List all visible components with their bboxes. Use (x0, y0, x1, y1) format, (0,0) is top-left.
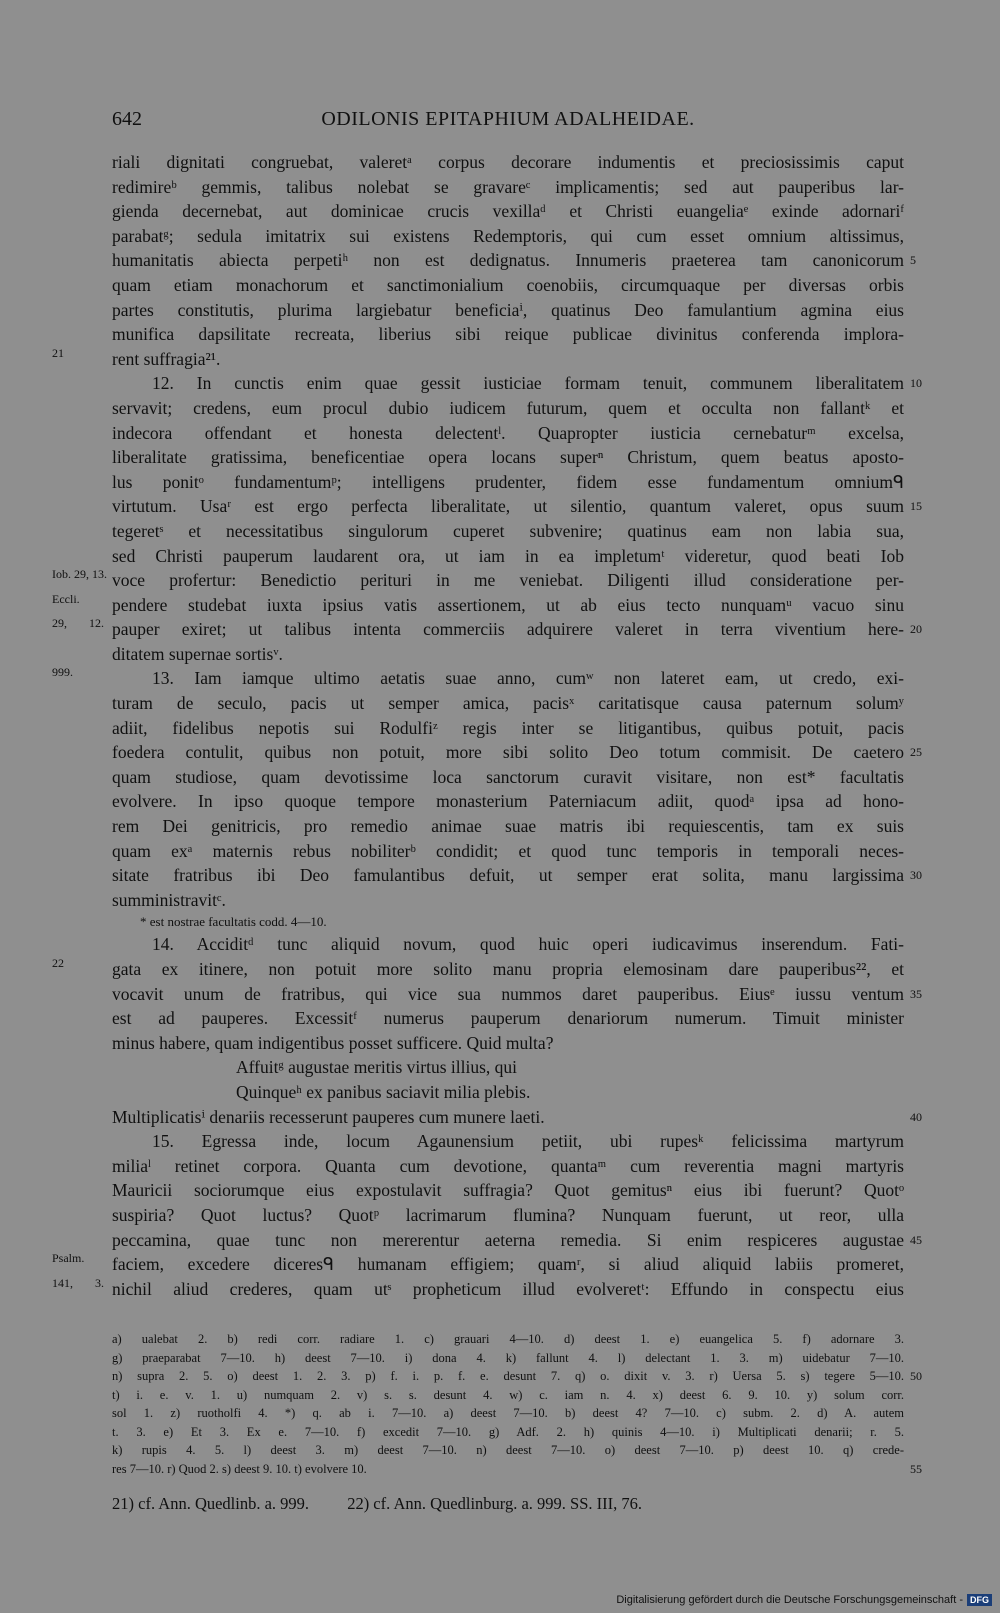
text-line (52, 616, 922, 642)
line-text: tegeretˢ et necessitatibus singulorum cuperet subvenire; quatinus eam non labia sua, (112, 520, 904, 541)
text-line (112, 544, 904, 569)
text-line (112, 322, 904, 347)
apparatus-line (112, 1460, 922, 1479)
line-text: miliaˡ retinet corpora. Quanta cum devotione, quantaᵐ cum reverentia magni martyris (112, 1155, 904, 1176)
text-line (112, 765, 904, 790)
text-line (112, 1228, 922, 1253)
footnotes (112, 1494, 904, 1514)
running-title: ODILONIS EPITAPHIUM ADALHEIDAE. (321, 108, 695, 130)
line-text: evolvere. In ipso quoque tempore monasterium Paterniacum adiit, quodᵃ ipsa ad hono- (112, 791, 904, 812)
text-line (52, 956, 904, 982)
line-text: Mauricii sociorumque eius expostulavit suffragia? Quot gemitusⁿ eius ibi fuerunt? Quotᵒ (112, 1180, 904, 1201)
text-line (112, 224, 904, 249)
text-line (112, 445, 904, 470)
line-text: indecora offendant et honesta delectentˡ. Quapropter iusticia cernebaturᵐ excelsa, (112, 422, 904, 443)
line-text: munifica dapsilitate recreata, liberius sibi reique publicae divinitus conferenda implora- (112, 324, 904, 345)
margin-note: Iob. 29, 13. (52, 567, 107, 582)
line-number: 20 (910, 622, 922, 637)
line-text: voce profertur: Benedictio perituri in me veniebat. Diligenti illud consideratione per- (112, 570, 904, 591)
apparatus-text: sol 1. z) ruotholfi 4. *) q. ab i. 7—10. a) deest 7—10. b) deest 4? 7—10. c) subm. 2. d) A. autem (112, 1406, 904, 1420)
line-number: 10 (910, 376, 922, 391)
line-text: virtutum. Usaʳ est ergo perfecta liberalitate, ut silentio, quantum valeret, opus suum (112, 496, 904, 517)
margin-note: 141, 3. (52, 1275, 104, 1290)
margin-note: Eccli. (52, 591, 80, 606)
line-text: quam studiose, quam devotissime loca sanctorum curavit visitare, non est* facultatis (112, 766, 904, 787)
margin-note: 29, 12. (52, 616, 104, 631)
text-line (112, 982, 922, 1007)
text-line (112, 1129, 904, 1154)
text-line (112, 1006, 904, 1031)
footnote-22: 22) cf. Ann. Quedlinburg. a. 999. SS. III, 76. (347, 1494, 643, 1513)
line-number: 55 (910, 1461, 922, 1476)
apparatus-line (112, 1367, 922, 1386)
line-text: humanitatis abiecta perpetiʰ non est dedignatus. Innumeris praeterea tam canonicorum (112, 250, 904, 271)
apparatus-line (112, 1404, 904, 1423)
text-line (112, 1105, 922, 1130)
apparatus-text: k) rupis 4. 5. l) deest 3. m) deest 7—10. n) deest 7—10. o) deest 7—10. p) deest 10. q) crede- (112, 1443, 904, 1457)
line-text: nichil aliud crederes, quam utˢ propheticum illud evolveretᵗ: Effundo in conspectu eius (112, 1278, 904, 1299)
text-line (112, 1154, 904, 1179)
page-number: 642 (112, 108, 142, 130)
line-text: rent suffragia²¹. (112, 348, 221, 369)
line-text: pauper exiret; ut talibus intenta commerciis adquirere valeret in terra viventium here- (112, 619, 904, 640)
line-text: rem Dei genitricis, pro remedio animae suae matris ibi requiescentis, tam ex suis (112, 816, 904, 837)
line-text: gata ex itinere, non potuit more solito manu propria elemosinam dare pauperibus²², et (112, 959, 904, 979)
line-text: adiit, fidelibus nepotis sui Rodulfiᶻ regis inter se litigantibus, quibus potuit, pacis (112, 717, 904, 738)
text-line (52, 1251, 904, 1277)
text-line (112, 199, 904, 224)
line-text: pendere studebat iuxta ipsius vatis assertionem, ut ab eius tecto nunquamᵘ vacuo sinu (112, 594, 904, 615)
apparatus-text: t. 3. e) Et 3. Ex e. 7—10. f) excedit 7—10. g) Adf. 2. h) quinis 4—10. i) Multiplicati denarii; r. 5. (112, 1424, 904, 1439)
line-text: sumministravitᶜ. (112, 889, 226, 910)
line-number: 30 (910, 868, 922, 883)
text-line (112, 298, 904, 323)
line-text: vocavit unum de fratribus, qui vice sua nummos daret pauperibus. Eiusᵉ iussu ventum (112, 983, 904, 1004)
line-text: ditatem supernae sortisᵛ. (112, 643, 283, 664)
line-text: servavit; credens, eum procul dubio iudicem futurum, quem et occulta non fallantᵏ et (112, 397, 904, 418)
text-line (112, 839, 904, 864)
apparatus-line (112, 1441, 904, 1460)
text-line (112, 863, 922, 888)
digitization-credit (616, 1594, 992, 1606)
text-line (112, 691, 904, 716)
text-line (112, 1203, 904, 1228)
line-text: Multiplicatisⁱ denariis recesserunt pauperes cum munere laeti. (112, 1106, 545, 1127)
line-text: foedera contulit, quibus non potuit, more sibi solito Deo totum commisit. De caetero (112, 742, 904, 763)
apparatus-text: t) i. e. v. 1. u) numquam 2. v) s. s. desunt 4. w) c. iam n. 4. x) deest 6. 9. 10. y) solum corr. (112, 1387, 904, 1402)
line-number: 40 (910, 1109, 922, 1124)
line-number: 45 (910, 1232, 922, 1247)
text-line (112, 642, 904, 667)
text-line (112, 470, 904, 495)
line-text: peccamina, quae tunc non mererentur aeterna remedia. Si enim respiceres augustae (112, 1229, 904, 1250)
apparatus-text: g) praeparabat 7—10. h) deest 7—10. i) dona 4. k) fallunt 4. l) delectant 1. 3. m) uidebatur 7—10. (112, 1350, 904, 1365)
line-text: lus ponitᵒ fundamentumᵖ; intelligens prudenter, fidem esse fundamentum omniumᑫ (112, 471, 904, 492)
line-text: minus habere, quam indigentibus posset sufficere. Quid multa? (112, 1032, 554, 1053)
text-line (112, 421, 904, 446)
running-header (112, 108, 904, 138)
line-text: sed Christi pauperum laudarent ora, ut iam in ea impletumᵗ videretur, quod beati Iob (112, 545, 904, 566)
text-line (112, 1178, 904, 1203)
line-text: sitate fratribus ibi Deo famulantibus defuit, ut semper erat solita, manu largissima (112, 865, 904, 886)
line-text: gienda decernebat, aut dominicae crucis vexillaᵈ et Christi euangeliaᵉ exinde adornariᶠ (112, 201, 904, 222)
line-number: 50 (910, 1369, 922, 1383)
line-number: 35 (910, 986, 922, 1001)
line-text: riali dignitati congruebat, valeretᵃ corpus decorare indumentis et preciosissimis caput (112, 152, 904, 172)
text-line (112, 150, 904, 175)
line-number: 15 (910, 499, 922, 514)
text-line (112, 789, 904, 814)
text-line (112, 740, 922, 765)
text-line (112, 248, 916, 273)
apparatus-text: n) supra 2. 5. o) deest 1. 2. 3. p) f. i. p. f. e. desunt 7. q) o. dixit v. 3. r) Uersa 5. s) tegere 5—10. (112, 1369, 904, 1383)
line-text: 14. Acciditᵈ tunc aliquid novum, quod huic operi iudicavimus inserendum. Fati- (152, 934, 904, 955)
apparatus-line (112, 1330, 904, 1349)
line-text: Affuitᵍ augustae meritis virtus illius, qui (236, 1057, 518, 1078)
line-text: faciem, excedere diceresᑫ humanam effigiem; quamʳ, si aliud aliquid labiis promeret, (112, 1254, 904, 1275)
text-line (112, 396, 904, 421)
footnote-21: 21) cf. Ann. Quedlinb. a. 999. (112, 1494, 310, 1513)
apparatus-line (112, 1386, 904, 1405)
verse-line (112, 1080, 904, 1105)
text-line (112, 273, 904, 298)
margin-note: Psalm. (52, 1251, 85, 1266)
margin-note: 999. (52, 665, 73, 680)
text-line (112, 1031, 904, 1056)
apparatus-line (112, 1423, 904, 1442)
editorial-note (112, 912, 904, 932)
text-line (52, 567, 904, 593)
apparatus-text: res 7—10. r) Quod 2. s) deest 9. 10. t) evolvere 10. (112, 1461, 367, 1476)
line-text: est ad pauperes. Excessitᶠ numerus pauperum denariorum numerum. Timuit minister (112, 1008, 904, 1029)
margin-note: 22 (52, 956, 64, 970)
dfg-logo: DFG (967, 1594, 992, 1606)
apparatus-text: a) ualebat 2. b) redi corr. radiare 1. c) grauari 4—10. d) deest 1. e) euangelica 5. f) adornare 3. (112, 1332, 904, 1346)
line-number: 5 (910, 253, 916, 268)
line-text: redimireᵇ gemmis, talibus nolebat se gravareᶜ implicamentis; sed aut pauperibus lar- (112, 176, 904, 197)
margin-note: 21 (52, 345, 64, 360)
verse-line (112, 1055, 904, 1080)
line-text: partes constitutis, plurima largiebatur beneficiaⁱ, quatinus Deo famulantium agmina eius (112, 299, 904, 320)
apparatus-line (112, 1349, 904, 1368)
main-text (52, 150, 922, 1301)
critical-apparatus (112, 1330, 922, 1478)
text-line (112, 814, 904, 839)
text-line (112, 371, 922, 396)
line-text: liberalitate gratissima, beneficentiae opera locans superⁿ Christum, quem beatus aposto- (112, 447, 904, 468)
line-text: parabatᵍ; sedula imitatrix sui existens Redemptoris, qui cum esset omnium altissimus, (112, 225, 904, 246)
credit-text: Digitalisierung gefördert durch die Deutsche Forschungsgemeinschaft - (616, 1594, 963, 1606)
line-text: 12. In cunctis enim quae gessit iusticiae formam tenuit, communem liberalitatem (152, 373, 904, 394)
line-number: 25 (910, 745, 922, 760)
line-text: Quinqueʰ ex panibus saciavit milia plebis. (236, 1081, 531, 1102)
text-line (112, 175, 904, 200)
text-line (112, 494, 922, 519)
text-line (52, 1275, 904, 1302)
text-line (112, 932, 904, 957)
text-line (52, 665, 904, 691)
line-text: * est nostrae facultatis codd. 4—10. (140, 914, 327, 930)
text-line (112, 716, 904, 741)
line-text: quam etiam monachorum et sanctimonialium coenobiis, circumquaque per diversas orbis (112, 274, 904, 295)
text-line (112, 519, 904, 544)
line-text: turam de seculo, pacis ut semper amica, pacisˣ caritatisque causa paternum solumʸ (112, 693, 904, 714)
text-line (52, 591, 904, 618)
line-text: 15. Egressa inde, locum Agaunensium petiit, ubi rupesᵏ felicissima martyrum (152, 1131, 904, 1152)
text-line (52, 345, 904, 372)
line-text: 13. Iam iamque ultimo aetatis suae anno, cumʷ non lateret eam, ut credo, exi- (152, 668, 904, 689)
line-text: quam exᵃ maternis rebus nobiliterᵇ condidit; et quod tunc temporis in temporali neces- (112, 840, 904, 861)
text-line (112, 888, 904, 913)
line-text: suspiria? Quot luctus? Quotᵖ lacrimarum flumina? Nunquam fuerunt, ut reor, ulla (112, 1204, 904, 1225)
